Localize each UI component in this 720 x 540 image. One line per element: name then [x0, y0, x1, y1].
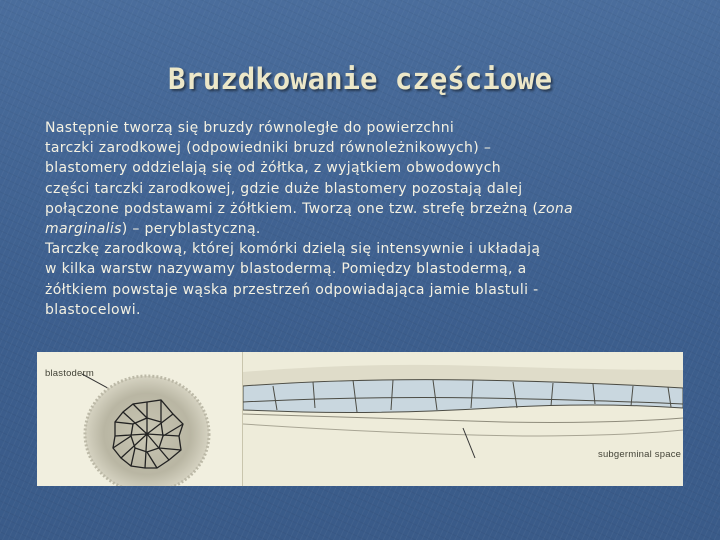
text-line: żółtkiem powstaje wąska przestrzeń odpowiadająca jamie blastuli -	[45, 281, 539, 298]
text-line	[45, 219, 675, 239]
text-line: w kilka warstw nazywamy blastodermą. Pomiędzy blastodermą, a	[45, 261, 527, 278]
italic-term: zona	[538, 200, 574, 217]
text-line: tarczki zarodkowej (odpowiedniki bruzd równoleżnikowych) –	[45, 140, 492, 157]
blastoderm-panel	[37, 352, 243, 486]
italic-term: marginalis	[45, 221, 122, 238]
text-line: blastomery oddzielają się od żółtka, z wyjątkiem obwodowych	[45, 160, 501, 177]
text-segment: ) – peryblastyczną.	[121, 221, 261, 238]
body-text	[45, 118, 675, 320]
text-line: Tarczkę zarodkową, której komórki dzielą się intensywnie i układają	[45, 241, 541, 258]
text-line	[45, 199, 675, 219]
subgerminal-space-label: subgerminal space	[598, 449, 682, 460]
subgerminal-illustration	[243, 352, 683, 486]
slide-title: Bruzdkowanie częściowe	[167, 62, 553, 96]
subgerminal-panel	[243, 352, 683, 486]
text-line: części tarczki zarodkowej, gdzie duże blastomery pozostają dalej	[45, 180, 523, 197]
embryo-figure	[37, 352, 683, 486]
blastoderm-label: blastoderm	[45, 368, 94, 379]
text-line: blastocelowi.	[45, 301, 141, 318]
text-line: Następnie tworzą się bruzdy równoległe do powierzchni	[45, 120, 455, 136]
text-segment: połączone podstawami z żółtkiem. Tworzą one tzw. strefę brzeżną (	[45, 200, 539, 217]
